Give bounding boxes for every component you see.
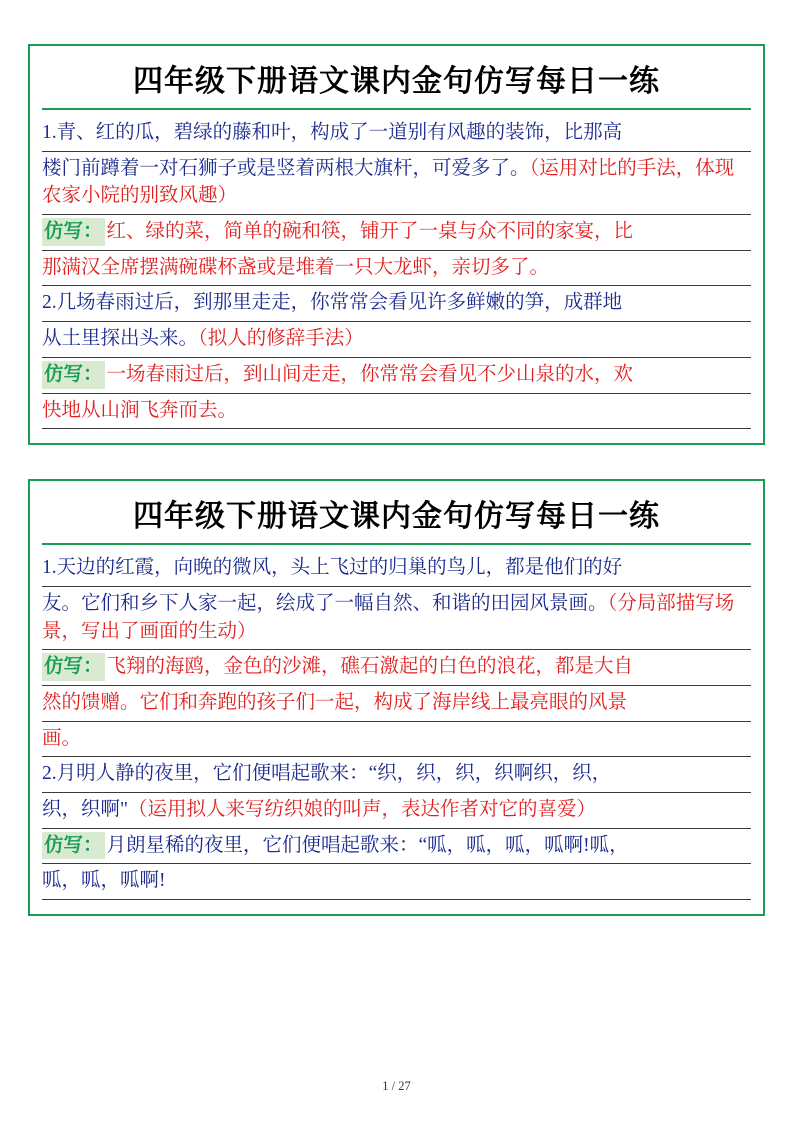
imitation-text: 那满汉全席摆满碗碟杯盏或是堆着一只大龙虾，亲切多了。 [42,256,550,278]
imitation-line [42,215,751,251]
source-note: （运用对比的手法，体现农家小院的别致风趣） [42,157,735,207]
source-line [42,116,751,152]
imitation-text: 飞翔的海鸥，金色的沙滩，礁石激起的白色的浪花，都是大自 [106,656,634,678]
card-title: 四年级下册语文课内金句仿写每日一练 [42,56,751,110]
practice-card [28,479,765,916]
source-text: 从土里探出头来。 [42,328,199,350]
imitation-text: 呱，呱，呱啊! [42,870,166,892]
source-line [42,322,751,358]
imitation-text: 一场春雨过后，到山间走走，你常常会看见不少山泉的水，欢 [106,363,634,385]
item-number: 1. [42,122,57,143]
imitation-label: 仿写： [42,361,105,389]
source-line [42,793,751,829]
imitation-text: 红、绿的菜，简单的碗和筷，铺开了一桌与众不同的家宴，比 [106,221,634,243]
source-text: 楼门前蹲着一对石狮子或是竖着两根大旗杆，可爱多了。 [42,157,530,179]
source-text: 天边的红霞，向晚的微风，头上飞过的归巢的鸟儿，都是他们的好 [56,557,623,579]
item-number: 2. [42,763,57,785]
source-line [42,587,751,650]
item-number: 2. [42,292,57,314]
source-text: 几场春雨过后，到那里走走，你常常会看见许多鲜嫩的笋，成群地 [56,292,623,314]
source-line [42,757,751,793]
imitation-line [42,722,751,758]
practice-card [28,44,765,445]
imitation-text: 画。 [42,727,82,749]
source-note: （拟人的修辞手法） [198,328,364,350]
imitation-line [42,394,751,430]
imitation-text: 快地从山涧飞奔而去。 [42,399,238,421]
imitation-line [42,686,751,722]
imitation-label: 仿写： [42,653,105,681]
source-note: （分局部描写场景，写出了画面的生动） [42,592,735,642]
imitation-line [42,358,751,394]
source-line [42,286,751,322]
source-text: 月明人静的夜里，它们便唱起歌来：“织，织，织，织啊织，织， [56,763,612,785]
imitation-line [42,650,751,686]
imitation-line [42,829,751,865]
source-text: 友。它们和乡下人家一起，绘成了一幅自然、和谐的田园风景画。 [42,592,608,614]
imitation-text: 月朗星稀的夜里，它们便唱起歌来：“呱，呱，呱，呱啊!呱， [106,834,629,856]
source-line [42,551,751,587]
source-line [42,152,751,215]
imitation-text: 然的馈赠。它们和奔跑的孩子们一起，构成了海岸线上最亮眼的风景 [42,691,628,713]
source-text: 织，织啊" [42,799,128,820]
imitation-label: 仿写： [42,218,105,246]
imitation-line [42,251,751,287]
imitation-line [42,864,751,900]
page-number: 1 / 27 [382,1079,411,1093]
source-text: 青、红的瓜，碧绿的藤和叶，构成了一道别有风趣的装饰，比那高 [56,122,623,143]
card-title: 四年级下册语文课内金句仿写每日一练 [42,491,751,545]
imitation-label: 仿写： [42,832,105,860]
item-number: 1. [42,557,57,579]
source-note: （运用拟人来写纺织娘的叫声，表达作者对它的喜爱） [127,799,596,820]
